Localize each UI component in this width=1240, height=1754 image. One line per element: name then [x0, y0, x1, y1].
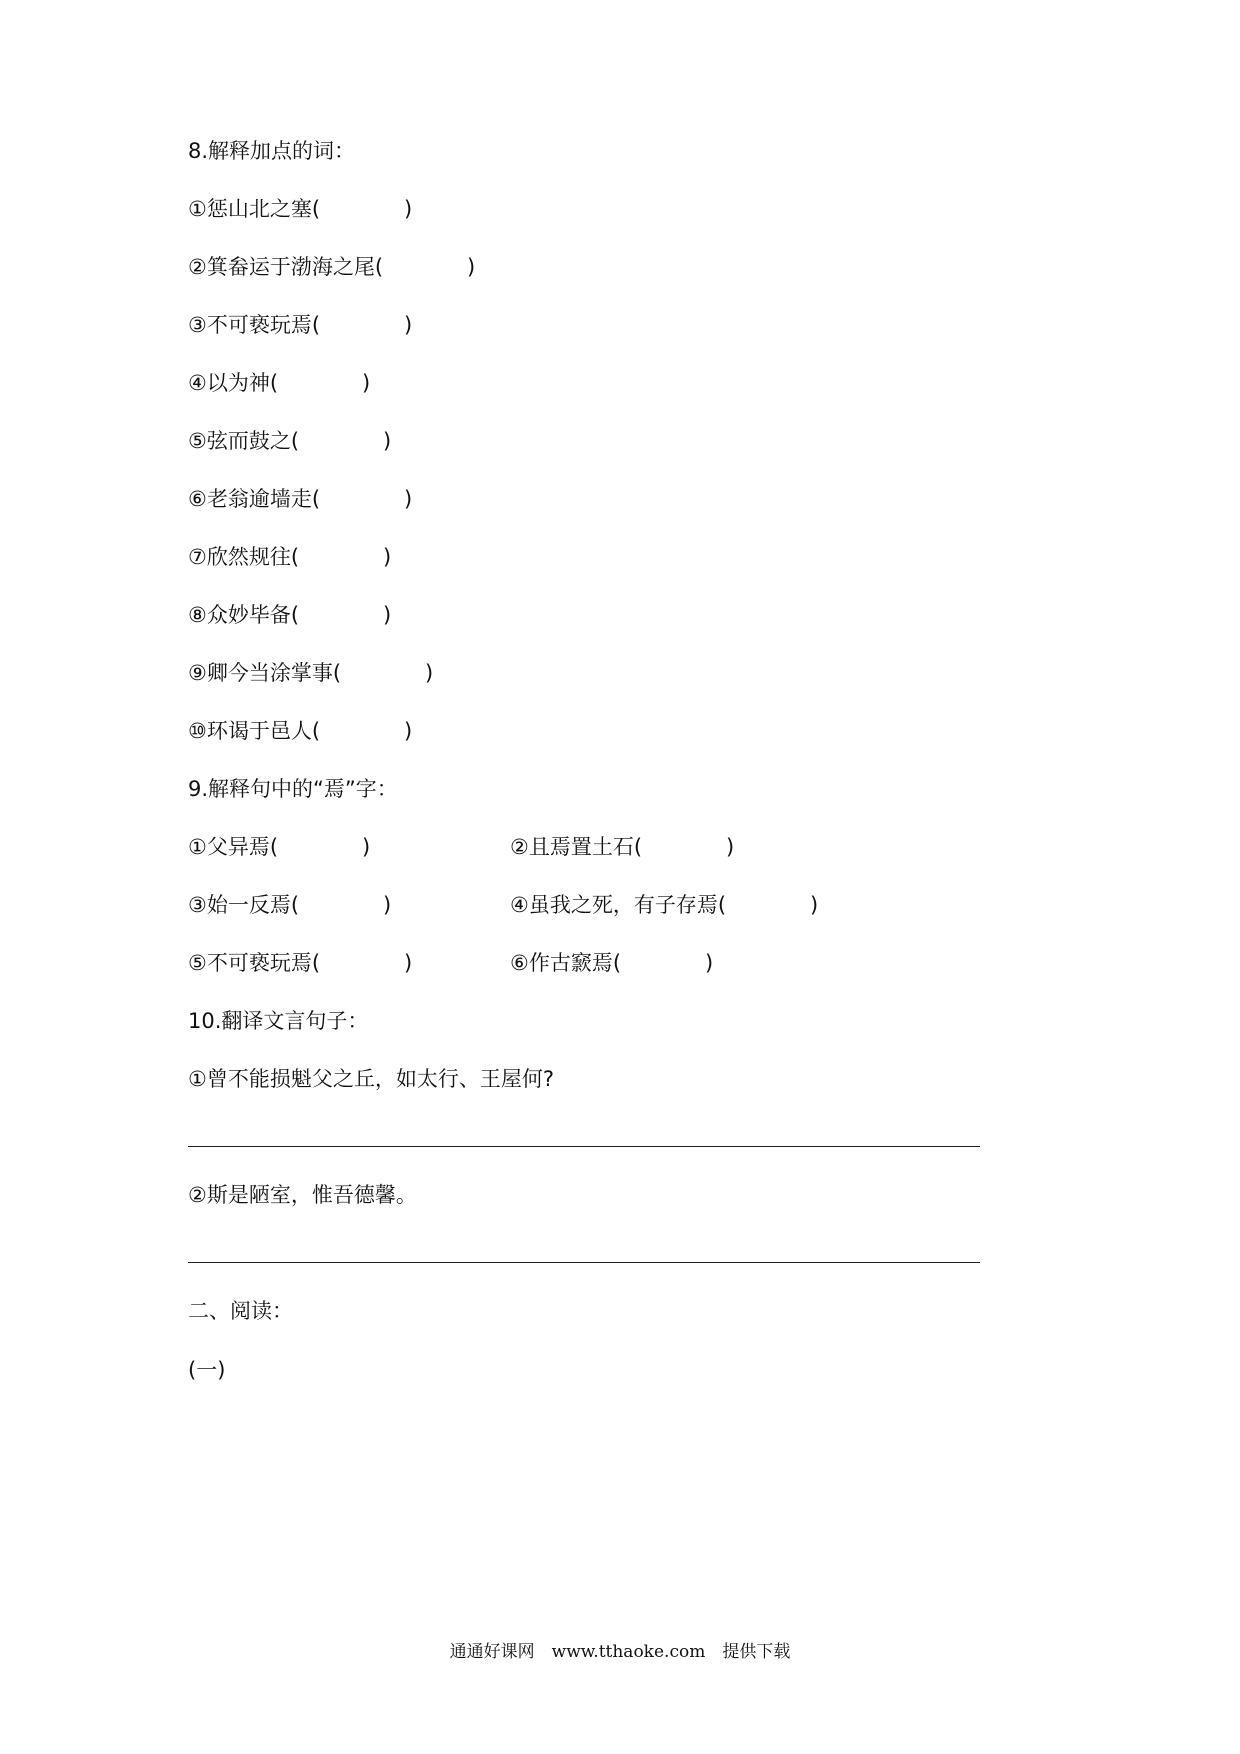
page-footer: 通通好课网 www.tthaoke.com 提供下载	[449, 1642, 791, 1662]
q8-item-9: ⑨卿今当涂掌事( )	[188, 661, 434, 685]
q10-item-1: ①曾不能损魁父之丘，如太行、王屋何?	[188, 1067, 554, 1091]
q10-title: 10.翻译文言句子：	[188, 1009, 369, 1033]
q9-item-3: ③始一反焉( )	[188, 893, 392, 917]
q9-item-5: ⑤不可亵玩焉( )	[188, 951, 413, 975]
q8-title: 8.解释加点的词：	[188, 139, 356, 163]
section-2-sub: (一)	[188, 1358, 226, 1382]
q8-item-3: ③不可亵玩焉( )	[188, 313, 413, 337]
q8-item-10: ⑩环谒于邑人( )	[188, 719, 413, 743]
q9-item-6: ⑥作古窾焉( )	[510, 951, 714, 975]
q8-item-2: ②箕畚运于渤海之尾( )	[188, 255, 476, 279]
answer-line-2	[188, 1262, 980, 1263]
q9-item-2: ②且焉置土石( )	[510, 835, 735, 859]
q8-item-1: ①惩山北之塞( )	[188, 197, 413, 221]
q8-item-4: ④以为神( )	[188, 371, 371, 395]
q10-item-2: ②斯是陋室，惟吾德馨。	[188, 1183, 417, 1207]
q9-item-1: ①父异焉( )	[188, 835, 371, 859]
section-2-title: 二、阅读：	[188, 1299, 293, 1323]
q9-title: 9.解释句中的“焉”字：	[188, 777, 398, 801]
answer-line-1	[188, 1146, 980, 1147]
q8-item-7: ⑦欣然规往( )	[188, 545, 392, 569]
q8-item-6: ⑥老翁逾墙走( )	[188, 487, 413, 511]
q8-item-5: ⑤弦而鼓之( )	[188, 429, 392, 453]
q8-item-8: ⑧众妙毕备( )	[188, 603, 392, 627]
q9-item-4: ④虽我之死，有子存焉( )	[510, 893, 819, 917]
